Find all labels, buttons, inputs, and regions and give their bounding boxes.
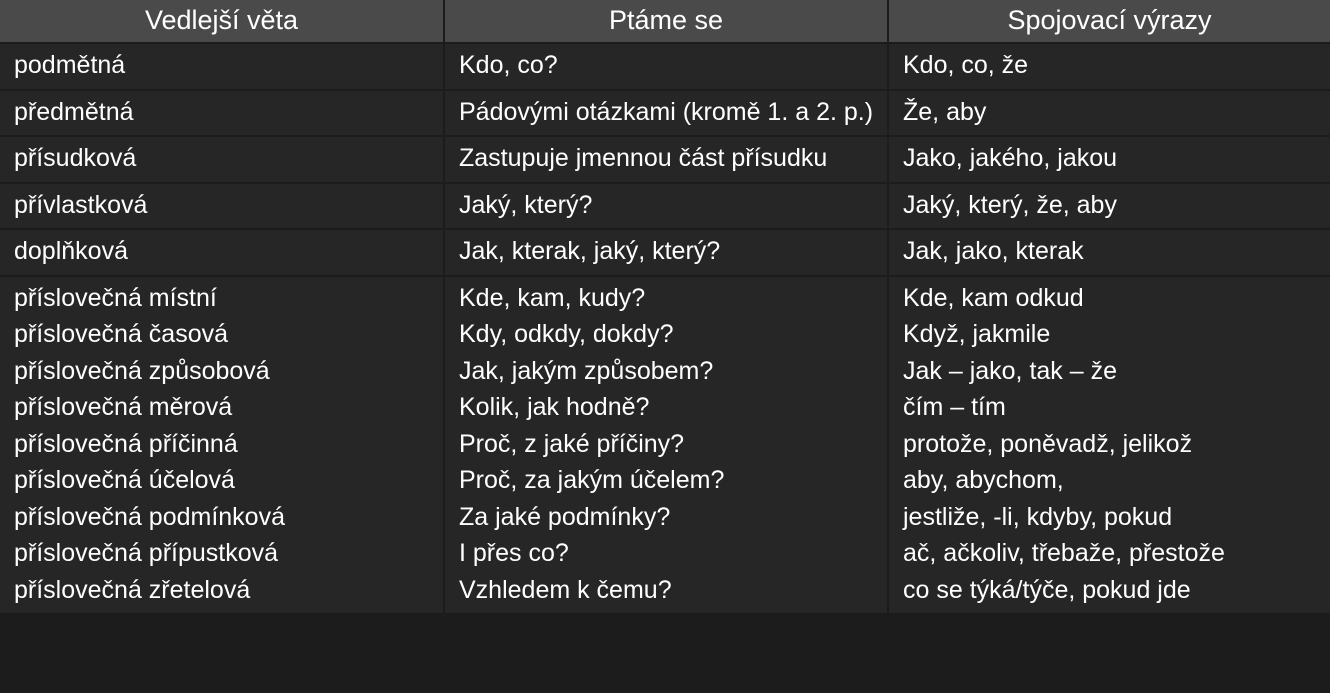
cell-clause: předmětná (0, 90, 444, 137)
cell-question: Pádovými otázkami (kromě 1. a 2. p.) (444, 90, 888, 137)
cell-connectives (888, 276, 1330, 314)
cell-question (444, 350, 888, 387)
cell-connectives: Že, aby (888, 90, 1330, 137)
table-row (0, 496, 1330, 533)
cell-text: příslovečná účelová (14, 466, 235, 495)
cell-connectives (888, 386, 1330, 423)
cell-text: Kolik, jak hodně? (459, 393, 650, 422)
cell-question (444, 569, 888, 615)
cell-clause (0, 496, 444, 533)
cell-text: čím – tím (903, 393, 1006, 422)
table-row (0, 90, 1330, 137)
cell-question: Zastupuje jmennou část přísudku (444, 136, 888, 183)
cell-text: Proč, za jakým účelem? (459, 466, 725, 495)
cell-text: Když, jakmile (903, 320, 1051, 349)
table-row (0, 276, 1330, 314)
cell-connectives (888, 532, 1330, 569)
cell-text: jestliže, -li, kdyby, pokud (903, 502, 1173, 531)
table-header-row (0, 0, 1330, 43)
cell-question (444, 459, 888, 496)
cell-question (444, 532, 888, 569)
cell-text: příslovečná přípustková (14, 539, 279, 568)
cell-clause (0, 313, 444, 350)
cell-text: Vzhledem k čemu? (459, 575, 672, 604)
cell-clause: přísudková (0, 136, 444, 183)
cell-clause (0, 459, 444, 496)
table-row (0, 313, 1330, 350)
table-row (0, 423, 1330, 460)
cell-text: protože, poněvadž, jelikož (903, 429, 1193, 458)
cell-clause: doplňková (0, 229, 444, 276)
cell-text: příslovečná zřetelová (14, 575, 251, 604)
cell-clause: podmětná (0, 43, 444, 90)
cell-connectives (888, 350, 1330, 387)
table-row (0, 229, 1330, 276)
cell-connectives: Jako, jakého, jakou (888, 136, 1330, 183)
cell-text: Kdy, odkdy, dokdy? (459, 320, 674, 349)
cell-connectives (888, 459, 1330, 496)
cell-connectives: Kdo, co, že (888, 43, 1330, 90)
cell-text: příslovečná časová (14, 320, 229, 349)
cell-text: Jak, jakým způsobem? (459, 356, 714, 385)
cell-text: co se týká/týče, pokud jde (903, 575, 1191, 604)
cell-text: Kde, kam, kudy? (459, 283, 646, 312)
table-row (0, 183, 1330, 230)
cell-text: Jak – jako, tak – že (903, 356, 1118, 385)
cell-text: příslovečná místní (14, 283, 217, 312)
table-header (0, 0, 1330, 43)
cell-text: ač, ačkoliv, třebaže, přestože (903, 539, 1225, 568)
cell-question: Jaký, který? (444, 183, 888, 230)
table-row (0, 386, 1330, 423)
table-row (0, 532, 1330, 569)
cell-clause (0, 532, 444, 569)
cell-connectives: Jak, jako, kterak (888, 229, 1330, 276)
cell-clause: přívlastková (0, 183, 444, 230)
cell-connectives (888, 423, 1330, 460)
cell-question (444, 313, 888, 350)
table-body (0, 43, 1330, 614)
cell-question (444, 276, 888, 314)
cell-question: Kdo, co? (444, 43, 888, 90)
table-row (0, 569, 1330, 615)
cell-connectives (888, 569, 1330, 615)
cell-clause (0, 350, 444, 387)
column-header-question: Ptáme se (444, 0, 888, 43)
cell-text: Proč, z jaké příčiny? (459, 429, 685, 458)
table-row (0, 43, 1330, 90)
table-row (0, 350, 1330, 387)
cell-text: Kde, kam odkud (903, 283, 1084, 312)
cell-clause (0, 569, 444, 615)
table-row (0, 459, 1330, 496)
cell-connectives (888, 496, 1330, 533)
cell-connectives: Jaký, který, že, aby (888, 183, 1330, 230)
cell-connectives (888, 313, 1330, 350)
cell-question (444, 423, 888, 460)
cell-clause (0, 276, 444, 314)
cell-text: příslovečná podmínková (14, 502, 285, 531)
column-header-connectives: Spojovací výrazy (888, 0, 1330, 43)
cell-text: příslovečná měrová (14, 393, 233, 422)
cell-text: aby, abychom, (903, 466, 1064, 495)
table-row (0, 136, 1330, 183)
cell-clause (0, 423, 444, 460)
cell-clause (0, 386, 444, 423)
cell-text: příslovečná příčinná (14, 429, 238, 458)
column-header-clause: Vedlejší věta (0, 0, 444, 43)
cell-text: Za jaké podmínky? (459, 502, 671, 531)
cell-text: I přes co? (459, 539, 569, 568)
cell-question (444, 496, 888, 533)
cell-question (444, 386, 888, 423)
cell-question: Jak, kterak, jaký, který? (444, 229, 888, 276)
cell-text: příslovečná způsobová (14, 356, 270, 385)
